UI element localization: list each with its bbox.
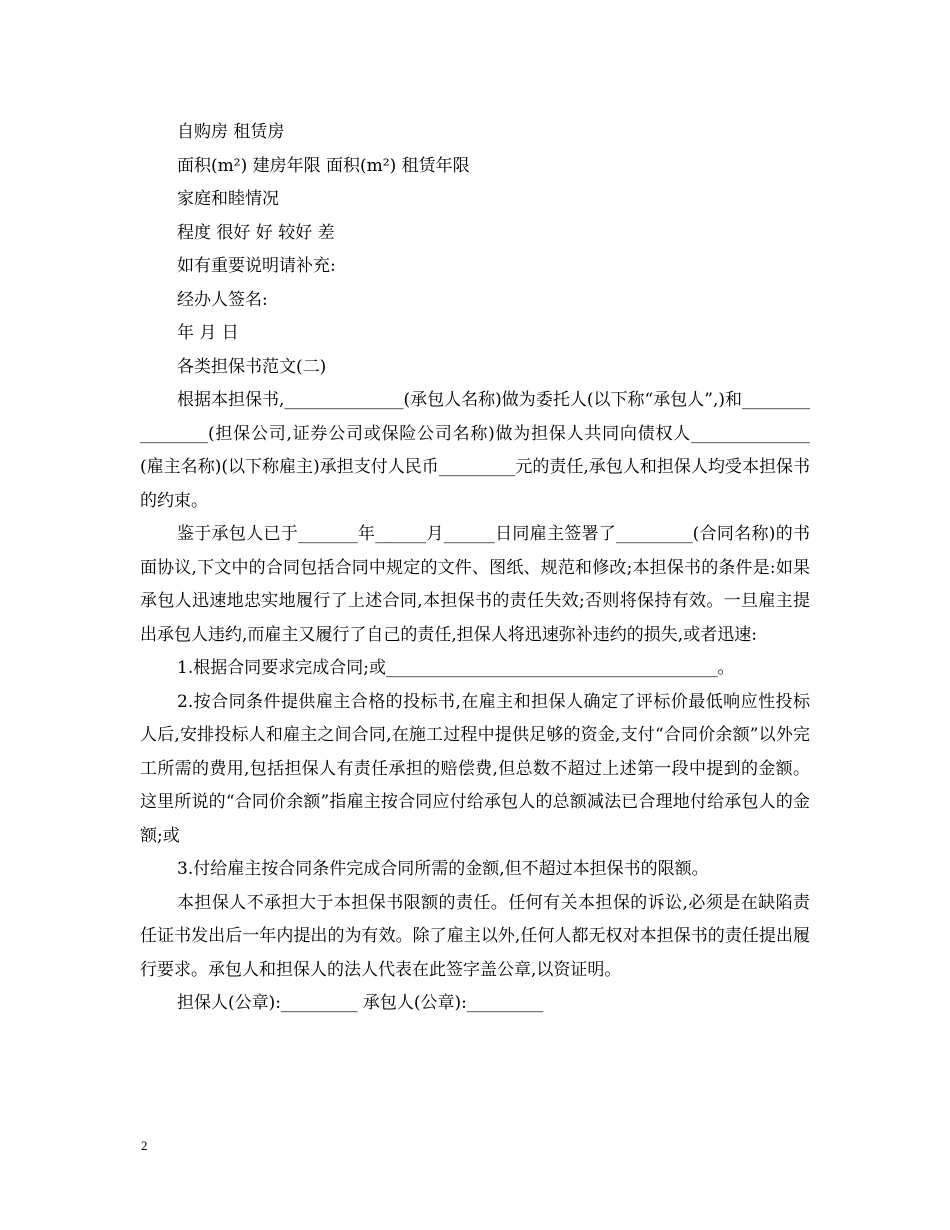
document-body <box>140 116 810 1021</box>
area-years-line: 面积(m²) 建房年限 面积(m²) 租赁年限 <box>177 155 470 176</box>
degree-line: 程度 很好 好 较好 差 <box>177 222 335 243</box>
paragraph-liability: 本担保人不承担大于本担保书限额的责任。任何有关本担保的诉讼,必须是在缺陷责任证书发出后一年内提出的为有效。除了雇主以外,任何人都无权对本担保书的责任提出履行要求。承包人和担保人的法人代表在此签字盖公章,以资证明。 <box>140 892 810 980</box>
section-title: 各类担保书范文(二) <box>177 356 327 377</box>
signature-line: 担保人(公章):_________ 承包人(公章):_________ <box>177 993 544 1013</box>
paragraph-parties: 根据本担保书,______________(承包人名称)做为委托人(以下称“承包人”,)和________________(担保公司,证券公司或保险公司名称)做为担保人共同向债权人______________(雇主名称)(以下称雇主)承担支付人民币_________元的责任,承包人和担保人均受本担保书的约束。 <box>140 390 810 511</box>
handler-signature-line: 经办人签名: <box>177 289 268 310</box>
supplement-note-line: 如有重要说明请补充: <box>177 256 336 276</box>
page-number: 2 <box>141 1138 148 1153</box>
paragraph-item-3: 3.付给雇主按合同条件完成合同所需的金额,但不超过本担保书的限额。 <box>177 859 709 879</box>
date-line: 年 月 日 <box>177 323 239 343</box>
paragraph-item-2: 2.按合同条件提供雇主合格的投标书,在雇主和担保人确定了评标价最低响应性投标人后,安排投标人和雇主之间合同,在施工过程中提供足够的资金,支付“合同价余额”以外完工所需的费用,包括担保人有责任承担的赔偿费,但总数不超过上述第一段中提到的金额。这里所说的“合同价余额”指雇主按合同应付给承包人的总额减法已合理地付给承包人的金额;或 <box>140 691 810 846</box>
family-harmony-line: 家庭和睦情况 <box>177 189 279 209</box>
housing-type-line: 自购房 租赁房 <box>177 122 285 142</box>
paragraph-conditions: 鉴于承包人已于_______年______月______日同雇主签署了_________(合同名称)的书面协议,下文中的合同包括合同中规定的文件、图纸、规范和修改;本担保书的条件是:如果承包人迅速地忠实地履行了上述合同,本担保书的责任失效;否则将保持有效。一旦雇主提出承包人违约,而雇主又履行了自己的责任,担保人将迅速弥补违约的损失,或者迅速: <box>140 524 810 645</box>
paragraph-item-1: 1.根据合同要求完成合同;或_______________________________________。 <box>177 658 735 678</box>
